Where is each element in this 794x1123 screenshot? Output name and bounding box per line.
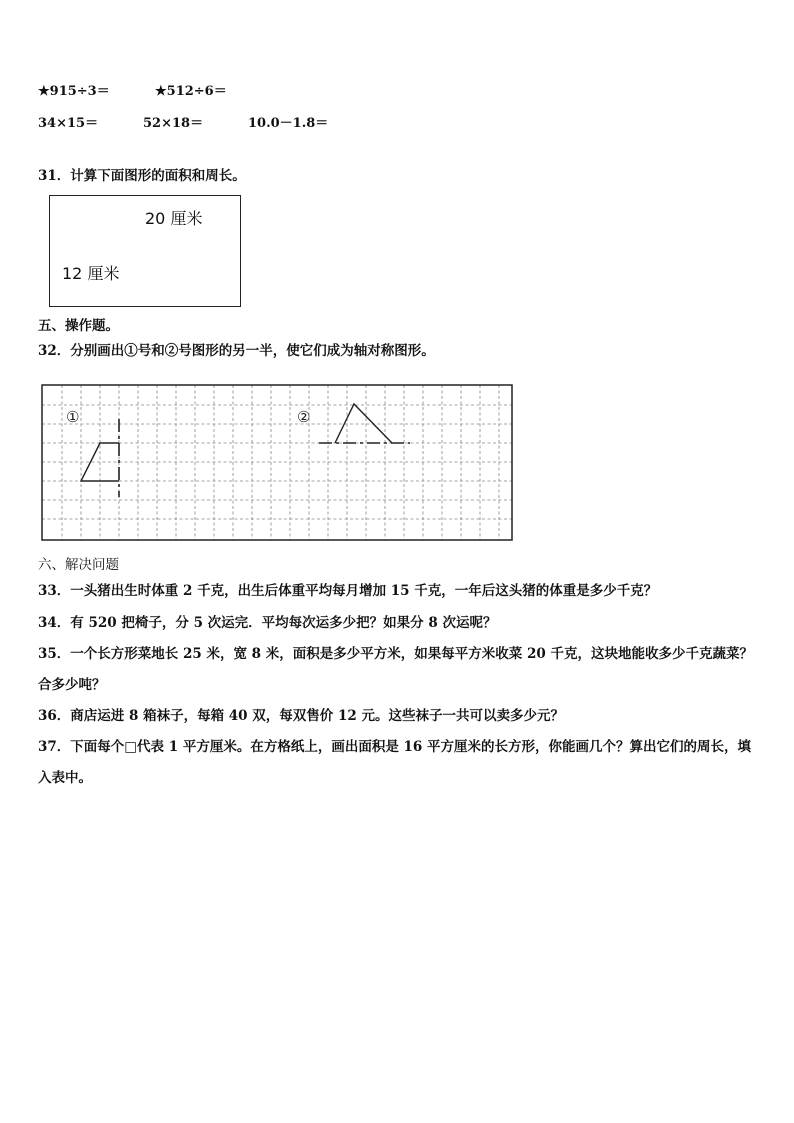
rectangle-width-label: 12 厘米 [62,264,120,283]
section-6-heading: 六、解决问题 [38,557,119,573]
calc-item-52-mul-18: 52×18＝ [143,116,204,131]
question-37-line-2: 入表中。 [38,770,92,786]
figure-2-label: ② [297,408,311,426]
grid-paper-figure [41,384,513,541]
question-35-line-1: 35．一个长方形菜地长 25 米，宽 8 米，面积是多少平方米，如果每平方米收菜 20 千克，这块地能收多少千克蔬菜？ [38,646,753,662]
figure-2-shape [335,404,392,443]
calc-item-34-mul-15: 34×15＝ [38,116,99,131]
section-5-heading: 五、操作题。 [38,318,119,334]
question-36: 36．商店运进 8 箱袜子，每箱 40 双，每双售价 12 元。这些袜子一共可以卖多少元？ [38,708,564,724]
question-32: 32．分别画出①号和②号图形的另一半，使它们成为轴对称图形。 [38,343,435,359]
question-33: 33．一头猪出生时体重 2 千克，出生后体重平均每月增加 15 千克，一年后这头猪的体重是多少千克？ [38,583,658,599]
rectangle-length-label: 20 厘米 [145,209,203,228]
calc-item-512-div-6: ★512÷6＝ [155,84,227,99]
rectangle-figure [49,195,241,307]
question-31: 31．计算下面图形的面积和周长。 [38,168,246,184]
question-37-line-1: 37．下面每个□代表 1 平方厘米。在方格纸上，画出面积是 16 平方厘米的长方形，你能画几个？算出它们的周长，填 [38,739,752,755]
question-34: 34．有 520 把椅子，分 5 次运完．平均每次运多少把？如果分 8 次运呢？ [38,615,497,631]
calc-item-10-sub-1-8: 10.0－1.8＝ [248,116,329,131]
calc-item-915-div-3: ★915÷3＝ [38,84,110,99]
question-35-line-2: 合多少吨？ [38,677,106,693]
grid-dashed-lines [42,385,512,540]
grid-border [42,385,512,540]
figure-1-label: ① [66,408,80,426]
